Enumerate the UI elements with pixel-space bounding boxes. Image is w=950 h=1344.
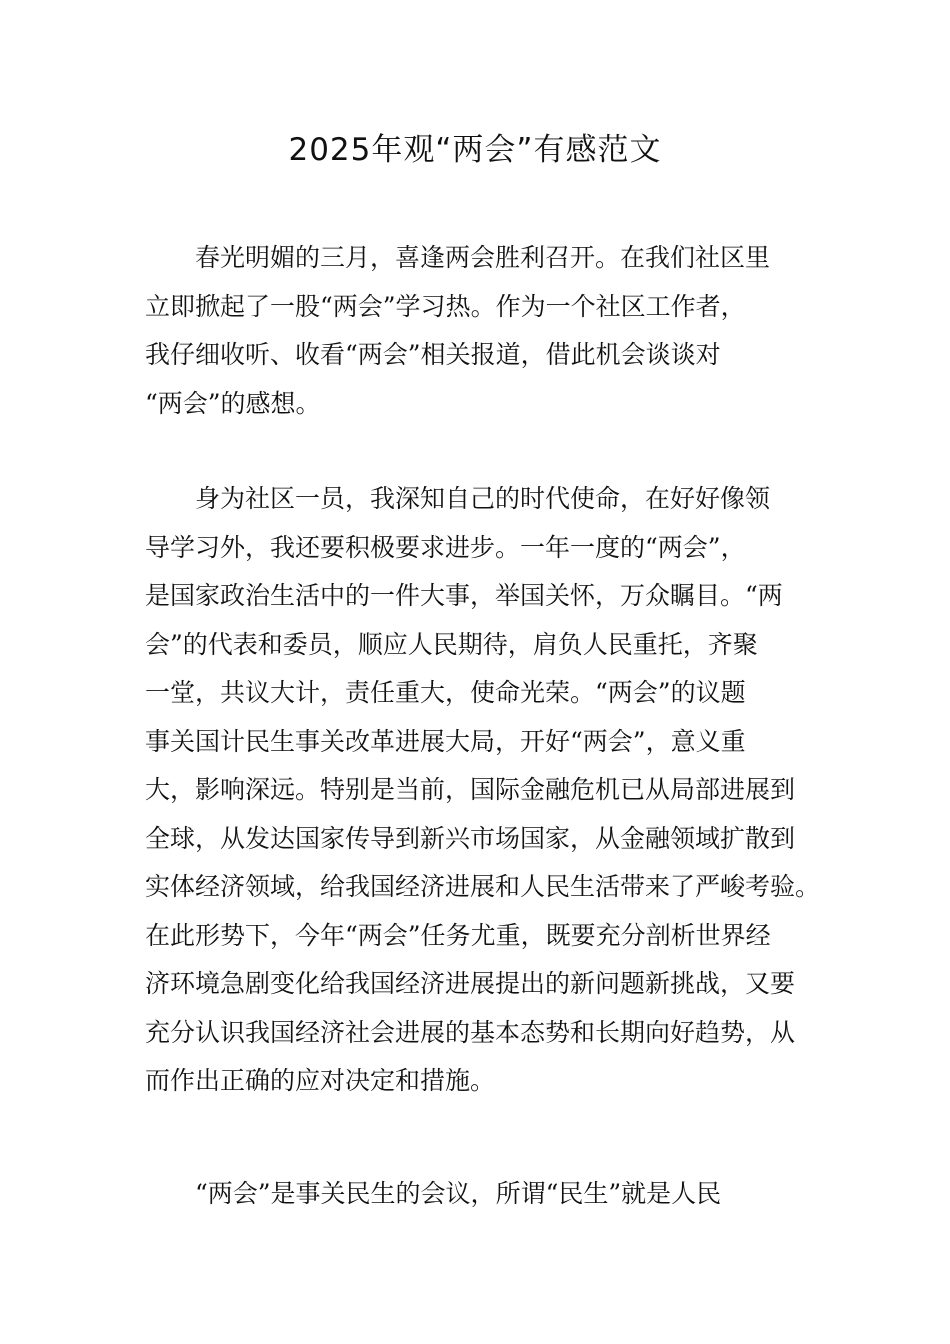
paragraph-line: 而作出正确的应对决定和措施。 [145, 1066, 496, 1095]
paragraph-line: 春光明媚的三月，喜逢两会胜利召开。在我们社区里 [195, 243, 771, 272]
paragraph-2 [145, 475, 821, 1106]
paragraph-line: 充分认识我国经济社会进展的基本态势和长期向好趋势，从 [145, 1017, 796, 1047]
paragraph-line: 大，影响深远。特别是当前，国际金融危机已从局部进展到 [145, 775, 796, 804]
paragraph-line: 事关国计民生事关改革进展大局，开好“两会”，意义重 [145, 726, 746, 756]
paragraph-line: 身为社区一员，我深知自己的时代使命，在好好像领 [195, 484, 771, 513]
paragraph-line: 导学习外，我还要积极要求进步。一年一度的“两会”， [145, 532, 746, 562]
paragraph-3 [145, 1170, 810, 1219]
paragraph-line: 全球，从发达国家传导到新兴市场国家，从金融领域扩散到 [145, 823, 796, 853]
paragraph-line: 是国家政治生活中的一件大事，举国关怀，万众瞩目。“两 [145, 581, 783, 610]
paragraph-1 [145, 234, 810, 428]
paragraph-line: 立即掀起了一股“两会”学习热。作为一个社区工作者， [145, 291, 746, 321]
paragraph-line: 实体经济领域，给我国经济进展和人民生活带来了严峻考验。 [145, 872, 821, 901]
paragraph-line: 济环境急剧变化给我国经济进展提出的新问题新挑战，又要 [145, 969, 796, 998]
paragraph-line: 我仔细收听、收看“两会”相关报道，借此机会谈谈对 [145, 340, 721, 369]
paragraph-line: 在此形势下，今年“两会”任务尤重，既要充分剖析世界经 [145, 920, 771, 950]
paragraph-line: “两会”的感想。 [145, 388, 321, 418]
paragraph-line: 一堂，共议大计，责任重大，使命光荣。“两会”的议题 [145, 678, 746, 707]
paragraph-line: 会”的代表和委员，顺应人民期待，肩负人民重托，齐聚 [145, 629, 758, 659]
document-title: 2025年观“两会”有感范文 [288, 132, 662, 168]
paragraph-line: “两会”是事关民生的会议，所谓“民生”就是人民 [195, 1179, 722, 1208]
